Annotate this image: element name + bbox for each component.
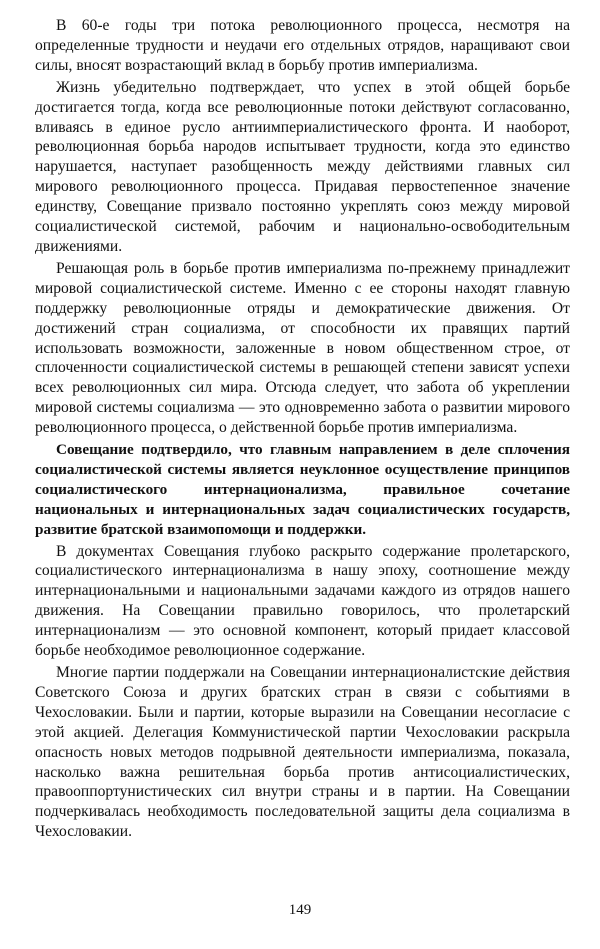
- paragraph-2: Жизнь убедительно подтверждает, что успех в этой общей борьбе достигается тогда, когда все революционные потоки действуют согласованно, вливаясь в единое русло антиимпериалистического фронта. И наоборот, революционная борьба народов испытывает трудности, когда это единство нарушается, наступает разобщенность между действиями главных сил мирового революционного процесса. Придавая первостепенное значение единству, Совещание призвало постоянно укреплять союз между мировой социалистической системой, рабочим и национально-освободительным движениями.: [35, 78, 570, 255]
- page-number: 149: [288, 902, 312, 918]
- paragraph-3: Решающая роль в борьбе против империализма по-прежнему принадлежит мировой социалистической системе. Именно с ее стороны находят главную поддержку революционные отряды и демократические движения. От достижений стран социализма, от способности их правящих партий использовать возможности, заложенные в новом общественном строе, от сплоченности социалистической системы в решающей степени зависят успехи всех революционных сил мира. Отсюда следует, что забота об укреплении мировой системы социализма — это одновременно забота о развитии мирового революционного процесса, о действенной борьбе против империализма.: [35, 259, 570, 437]
- paragraph-6: Многие партии поддержали на Совещании интернационалистские действия Советского Союза и других братских стран в связи с событиями в Чехословакии. Были и партии, которые выразили на Совещании несогласие с этой акцией. Делегация Коммунистической партии Чехословакии раскрыла опасность новых методов подрывной деятельности империализма, показала, насколько важна решительная борьба против антисоциалистических, правооппортунистических сил внутри страны и в партии. На Совещании подчеркивалась необходимость последовательной защиты дела социализма в Чехословакии.: [35, 664, 570, 841]
- paragraph-1: В 60-е годы три потока революционного процесса, несмотря на определенные трудности и неудачи его отдельных отрядов, наращивают свои силы, вносят возрастающий вклад в борьбу против империализма.: [35, 17, 570, 74]
- paragraph-5: В документах Совещания глубоко раскрыто содержание пролетарского, социалистического интернационализма в нашу эпоху, соотношение между интернациональными и национальными задачами каждого из отрядов нашего движения. На Совещании правильно говорилось, что пролетарский интернационализм — это основной компонент, который придает классовой борьбе необходимое революционное содержание.: [35, 542, 570, 660]
- paragraph-4-bold: Совещание подтвердило, что главным направлением в деле сплочения социалистической системы является неуклонное осуществление принципов социалистического интернационализма, правильное сочетание национальных и интернациональных задач социалистических государств, развитие братской взаимопомощи и поддержки.: [35, 441, 570, 538]
- body-text: [35, 16, 570, 842]
